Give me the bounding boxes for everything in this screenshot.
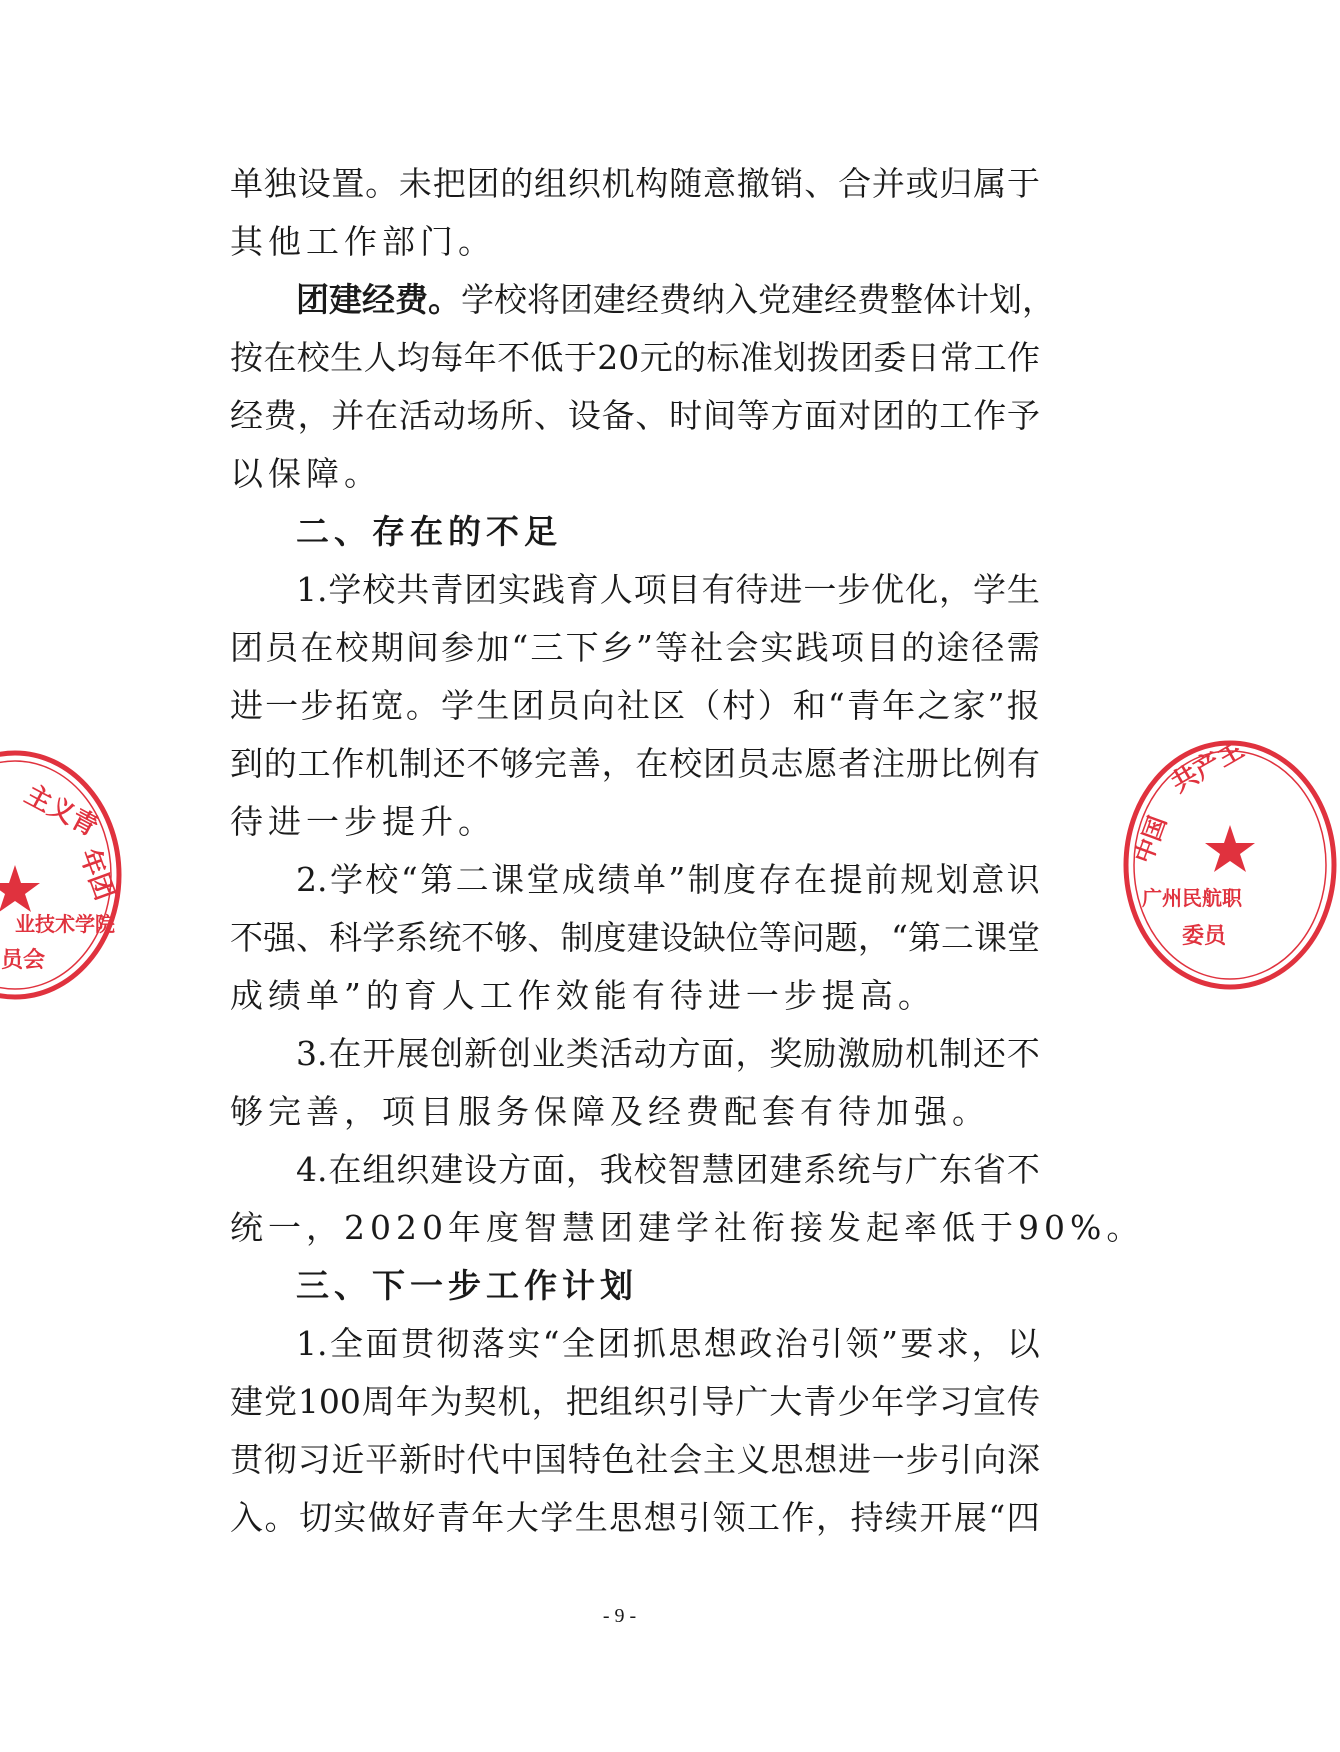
svg-text:中国: 中国 [1129, 812, 1173, 868]
text-line: 不 强 、 科 学 系 统 不 够 、 制 度 建 设 缺 位 等 问 题 ， “ 第 二 课 堂 [230, 918, 1040, 957]
svg-text:广州民航职: 广州民航职 [1142, 886, 1242, 910]
text-line: 够 完 善 ， 项 目 服 务 保 障 及 经 费 配 套 有 待 加 强 。 [230, 1092, 990, 1131]
text-line: 进 一 步 拓 宽 。 学 生 团 员 向 社 区 （ 村 ） 和 “ 青 年 之 家 ” 报 [230, 686, 1040, 725]
text-line: 2. 学 校 “ 第 二 课 堂 成 绩 单 ” 制 度 存 在 提 前 规 划 意 识 [296, 860, 1040, 899]
seal-left-graphic [0, 745, 125, 1005]
svg-text:员会: 员会 [1, 948, 46, 973]
section-heading: 二 、 存 在 的 不 足 [296, 512, 562, 551]
text-line: 按 在 校 生 人 均 每 年 不 低 于 20 元 的 标 准 划 拨 团 委 日 常 工 作 [230, 338, 1040, 377]
text-line: 3. 在 开 展 创 新 创 业 类 活 动 方 面 ， 奖 励 激 励 机 制 还 不 [296, 1034, 1040, 1073]
text-line: 以 保 障 。 [230, 454, 382, 493]
text-line: 待 进 一 步 提 升 。 [230, 802, 496, 841]
text-line: 团 建 经 费 。 学 校 将 团 建 经 费 纳 入 党 建 经 费 整 体 计 划 ， [296, 280, 1055, 319]
svg-text:共产主: 共产主 [1166, 734, 1250, 800]
official-seal-right [1120, 735, 1340, 995]
text-line: 其 他 工 作 部 门 。 [230, 222, 496, 261]
text-line: 经 费 ， 并 在 活 动 场 所 、 设 备 、 时 间 等 方 面 对 团 的 工 作 予 [230, 396, 1040, 435]
page-number: - 9 - [602, 1605, 637, 1627]
text-line: 4. 在 组 织 建 设 方 面 ， 我 校 智 慧 团 建 系 统 与 广 东 省 不 [296, 1150, 1040, 1189]
text-line: 到 的 工 作 机 制 还 不 够 完 善 ， 在 校 团 员 志 愿 者 注 册 比 例 有 [230, 744, 1040, 783]
text-line: 成 绩 单 ” 的 育 人 工 作 效 能 有 待 进 一 步 提 高 。 [230, 976, 936, 1015]
section-heading: 三 、 下 一 步 工 作 计 划 [296, 1266, 638, 1305]
svg-text:主义青: 主义青 [19, 779, 103, 843]
text-line: 团 员 在 校 期 间 参 加 “ 三 下 乡 ” 等 社 会 实 践 项 目 的 途 径 需 [230, 628, 1040, 667]
svg-text:业技术学院: 业技术学院 [15, 912, 115, 936]
svg-text:委员: 委员 [1182, 924, 1227, 949]
text-line: 统 一 ， 2020 年 度 智 慧 团 建 学 社 衔 接 发 起 率 低 于 90% 。 [230, 1208, 1145, 1247]
text-line: 入 。 切 实 做 好 青 年 大 学 生 思 想 引 领 工 作 ， 持 续 开 展 “ 四 [230, 1498, 1040, 1537]
text-line: 建 党 100 周 年 为 契 机 ， 把 组 织 引 导 广 大 青 少 年 学 习 宣 传 [230, 1382, 1040, 1421]
text-line: 贯 彻 习 近 平 新 时 代 中 国 特 色 社 会 主 义 思 想 进 一 步 引 向 深 [230, 1440, 1040, 1479]
text-line: 单 独 设 置 。 未 把 团 的 组 织 机 构 随 意 撤 销 、 合 并 或 归 属 于 [230, 164, 1040, 203]
text-line: 1. 全 面 贯 彻 落 实 “ 全 团 抓 思 想 政 治 引 领 ” 要 求 ， 以 [296, 1324, 1040, 1363]
svg-text:年团: 年团 [73, 845, 120, 905]
text-line: 1. 学 校 共 青 团 实 践 育 人 项 目 有 待 进 一 步 优 化 ， 学 生 [296, 570, 1040, 609]
seal-right-graphic [1120, 735, 1340, 995]
official-seal-left [0, 745, 125, 1005]
